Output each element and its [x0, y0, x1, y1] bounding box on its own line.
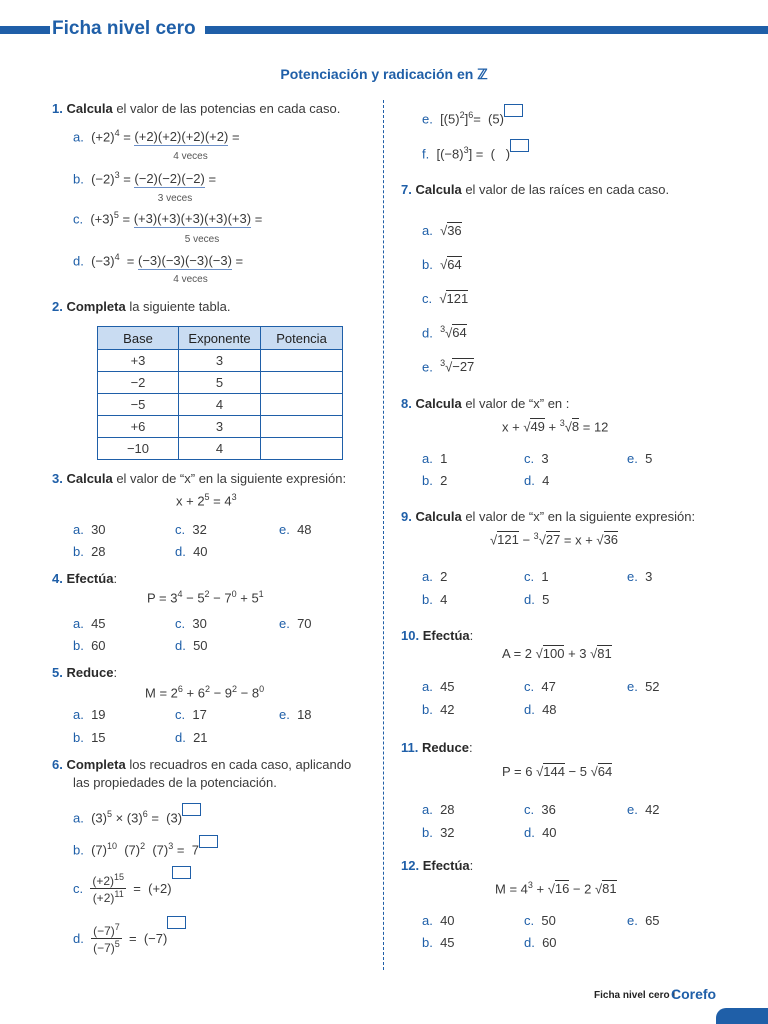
question-4: 4. Efectúa: [52, 571, 118, 586]
q1-item-d: d. $(-3)^4 = (-3)(-3)(-3)(-3)$ = [73, 252, 244, 269]
question-12: 12. Efectúa: [401, 858, 474, 873]
question-6-line2: las propiedades de la potenciación. [73, 775, 277, 790]
question-10: 10. Efectúa: [401, 628, 474, 643]
option[interactable]: e. 18 [279, 707, 312, 722]
table-header: Potencia [261, 327, 343, 350]
option[interactable]: a. 2 [422, 569, 448, 584]
answer-cell[interactable] [261, 394, 343, 416]
answer-box[interactable] [167, 916, 186, 929]
question-1 [52, 101, 340, 116]
power-table [97, 326, 343, 460]
header-bar-right [205, 26, 768, 34]
q6-item-e: e. $[(5)^2]^6= (5)$ [422, 110, 523, 126]
q10-equation: A = 2 √100 + 3 √81 [502, 646, 612, 661]
q7-item-d: d. $^3$√64 [422, 324, 467, 341]
footer-brand-logo: Corefo [671, 986, 717, 1002]
option[interactable]: d. 50 [175, 638, 208, 653]
question-5: 5. Reduce: [52, 665, 118, 680]
q6-item-b: b. $(7)^{10}$ $(7)^2$ $(7)^3 = 7$ [73, 841, 218, 857]
q1-item-b: b. $(-2)^3 = (-2)(-2)(-2)$ = [73, 170, 217, 187]
footer-page-tab [716, 1008, 768, 1024]
option[interactable]: d. 40 [175, 544, 208, 559]
option[interactable]: d. 5 [524, 592, 550, 607]
q4-equation: $P = 3^4 - 5^2 - 7^0 + 5^1$ [147, 589, 264, 606]
column-divider [383, 100, 384, 970]
q6-item-a: a. $(3)^5 \times (3)^6 = (3)$ [73, 809, 201, 825]
q5-equation: $M = 2^6 + 6^2 - 9^2 - 8^0$ [145, 684, 265, 701]
answer-box[interactable] [510, 139, 529, 152]
q7-item-c: c. √121 [422, 291, 469, 306]
question-6: 6. Completa los recuadros en cada caso, aplicando [52, 757, 352, 772]
question-number: 1. [52, 101, 63, 116]
option[interactable]: e. 70 [279, 616, 312, 631]
option[interactable]: c. 30 [175, 616, 207, 631]
page-title: Ficha nivel cero [52, 18, 196, 39]
option[interactable]: a. 45 [73, 616, 106, 631]
question-11: 11. Reduce: [401, 740, 473, 755]
option[interactable]: e. 52 [627, 679, 660, 694]
option[interactable]: c. 3 [524, 451, 549, 466]
q7-item-a: a. √36 [422, 223, 462, 238]
option[interactable]: a. 28 [422, 802, 455, 817]
option[interactable]: b. 45 [422, 935, 455, 950]
question-3: 3. Calcula el valor de “x” en la siguiente expresión: [52, 471, 347, 486]
option[interactable]: d. 21 [175, 730, 208, 745]
question-keyword: Calcula [66, 101, 113, 116]
section-subtitle: Potenciación y radicación en ℤ [280, 66, 488, 82]
option[interactable]: c. 50 [524, 913, 556, 928]
answer-box[interactable] [199, 835, 218, 848]
option[interactable]: e. 48 [279, 522, 312, 537]
table-row: +3 3 [98, 350, 343, 372]
option[interactable]: b. 28 [73, 544, 106, 559]
table-row: −5 4 [98, 394, 343, 416]
option[interactable]: b. 60 [73, 638, 106, 653]
q1-d-brace: 4 veces [173, 274, 208, 285]
table-row: +6 3 [98, 416, 343, 438]
answer-box[interactable] [504, 104, 523, 117]
option[interactable]: c. 1 [524, 569, 549, 584]
option[interactable]: e. 5 [627, 451, 653, 466]
table-header: Base [98, 327, 179, 350]
option[interactable]: a. 30 [73, 522, 106, 537]
option[interactable]: b. 15 [73, 730, 106, 745]
question-7: 7. Calcula el valor de las raíces en cada caso. [401, 182, 670, 197]
answer-box[interactable] [182, 803, 201, 816]
option[interactable]: e. 42 [627, 802, 660, 817]
option[interactable]: e. 65 [627, 913, 660, 928]
answer-cell[interactable] [261, 416, 343, 438]
table-header: Exponente [179, 327, 261, 350]
q6-item-c: c. $\frac{(+2)^{15}}{(+2)^{11}}$ = (+2) [73, 872, 191, 905]
option[interactable]: a. 40 [422, 913, 455, 928]
option[interactable]: d. 48 [524, 702, 557, 717]
option[interactable]: a. 45 [422, 679, 455, 694]
option[interactable]: b. 42 [422, 702, 455, 717]
q7-item-e: e. $^3$√−27 [422, 358, 475, 375]
option[interactable]: b. 32 [422, 825, 455, 840]
option[interactable]: e. 3 [627, 569, 653, 584]
q6-item-d: d. $\frac{(-7)^7}{(-7)^5}$ = (−7) [73, 922, 186, 955]
question-text: el valor de las potencias en cada caso. [112, 101, 341, 116]
question-2: 2. Completa la siguiente tabla. [52, 299, 231, 314]
q1-item-c: c. $(+3)^5 = (+3)(+3)(+3)(+3)(+3)$ = [73, 210, 263, 227]
option[interactable]: b. 2 [422, 473, 448, 488]
option[interactable]: c. 47 [524, 679, 556, 694]
option[interactable]: d. 60 [524, 935, 557, 950]
question-9: 9. Calcula el valor de “x” en la siguiente expresión: [401, 509, 696, 524]
q1-item-a: a. $(+2)^4 = (+2)(+2)(+2)(+2)$ = [73, 128, 240, 145]
q1-b-brace: 3 veces [157, 193, 193, 204]
answer-box[interactable] [172, 866, 191, 879]
header-bar-left [0, 26, 50, 34]
option[interactable]: a. 19 [73, 707, 106, 722]
option[interactable]: d. 40 [524, 825, 557, 840]
option[interactable]: d. 4 [524, 473, 550, 488]
question-8: 8. Calcula el valor de “x” en : [401, 396, 570, 411]
answer-cell[interactable] [261, 350, 343, 372]
option[interactable]: a. 1 [422, 451, 448, 466]
footer-text: Ficha nivel cero I [594, 990, 676, 1001]
option[interactable]: b. 4 [422, 592, 448, 607]
answer-cell[interactable] [261, 438, 343, 460]
q11-equation: P = 6 √144 − 5 √64 [502, 764, 613, 779]
q1-c-brace: 5 veces [184, 234, 220, 245]
q6-item-f: f. $[(-8)^3]$ = ( ) [422, 145, 529, 161]
q8-equation: x + √49 + $^3$√8 = 12 [502, 418, 609, 435]
table-row: −10 4 [98, 438, 343, 460]
q9-equation: √121 − $^3$√27 = x + √36 [490, 531, 619, 548]
q12-equation: $M = 4^3 + √16 - 2$ √81 [495, 880, 617, 897]
option[interactable]: c. 36 [524, 802, 556, 817]
option[interactable]: c. 17 [175, 707, 207, 722]
q1-a-brace: 4 veces [173, 151, 208, 162]
table-row: −2 5 [98, 372, 343, 394]
q3-equation: $x + 2^5 = 4^3$ [176, 492, 237, 509]
option[interactable]: c. 32 [175, 522, 207, 537]
answer-cell[interactable] [261, 372, 343, 394]
q7-item-b: b. √64 [422, 257, 462, 272]
